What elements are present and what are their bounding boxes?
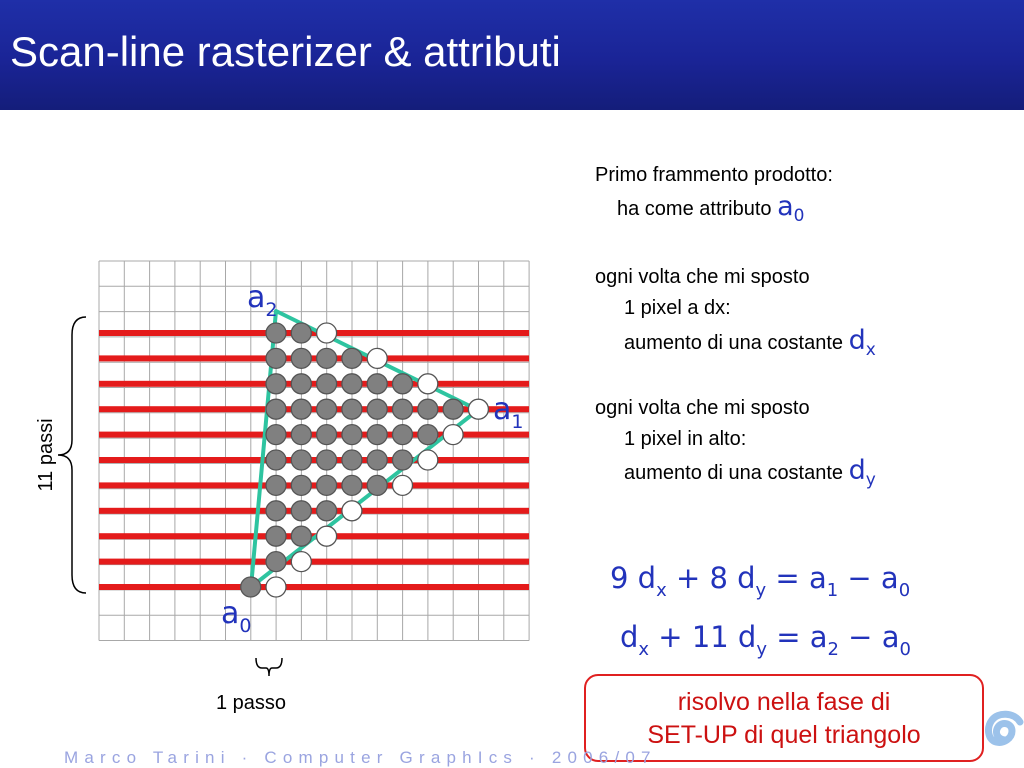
fragment-filled: [266, 374, 286, 394]
scanline: [99, 406, 529, 412]
fragment-filled: [291, 475, 311, 495]
fragment-filled: [317, 425, 337, 445]
fragment-filled: [291, 526, 311, 546]
fragment-filled: [317, 450, 337, 470]
explanation-line-2: ha come attributo $a_0$: [617, 191, 805, 226]
scanline: [99, 381, 529, 387]
setup-note-line-1: risolvo nella fase di: [677, 688, 891, 716]
vertex-label-a2: $a_2$: [247, 280, 278, 321]
scanline: [99, 508, 529, 514]
fragment-filled: [266, 399, 286, 419]
scanline: [99, 559, 529, 565]
fragment-filled: [266, 501, 286, 521]
fragment-empty: [393, 475, 413, 495]
one-step-brace: [256, 658, 282, 676]
fragment-filled: [291, 374, 311, 394]
fragment-filled: [291, 425, 311, 445]
fragment-empty: [266, 577, 286, 597]
fragment-filled: [266, 450, 286, 470]
equation-2: $d_x + 11$ $d_y = a_2 - a_0$: [620, 620, 911, 660]
explanation-line-1: Primo frammento prodotto:: [595, 164, 833, 186]
fragment-filled: [317, 501, 337, 521]
fragment-filled: [342, 450, 362, 470]
fragment-filled: [317, 475, 337, 495]
fragment-filled: [266, 475, 286, 495]
fragment-filled: [367, 399, 387, 419]
fragment-filled: [317, 348, 337, 368]
fragment-empty: [317, 323, 337, 343]
fragment-filled: [342, 399, 362, 419]
pixel-grid: [99, 261, 529, 641]
fragment-filled: [367, 450, 387, 470]
explanation-line-4: 1 pixel a dx:: [624, 297, 731, 319]
scanline: [99, 457, 529, 463]
fragment-filled: [418, 425, 438, 445]
explanation-line-7: 1 pixel in alto:: [624, 428, 747, 450]
fragment-filled: [291, 323, 311, 343]
fragment-filled: [393, 425, 413, 445]
page-title: Scan-line rasterizer & attributi: [10, 28, 561, 75]
fragment-filled: [443, 399, 463, 419]
fragment-filled: [291, 348, 311, 368]
vertex-label-a1: $a_1$: [493, 392, 524, 433]
fragment-filled: [367, 425, 387, 445]
fragment-empty: [468, 399, 488, 419]
scanlines: [99, 330, 529, 590]
scanline: [99, 482, 529, 488]
fragment-filled: [291, 450, 311, 470]
fragment-filled: [266, 552, 286, 572]
fragment-empty: [342, 501, 362, 521]
explanation-line-3: ogni volta che mi sposto: [595, 266, 810, 288]
spiral-logo-icon: [984, 700, 1024, 764]
fragment-empty: [291, 552, 311, 572]
fragment-filled: [393, 399, 413, 419]
fragment-filled: [291, 399, 311, 419]
fragment-empty: [367, 348, 387, 368]
fragment-empty: [418, 374, 438, 394]
fragment-empty: [317, 526, 337, 546]
fragment-filled: [266, 425, 286, 445]
fragment-filled: [393, 374, 413, 394]
fragment-empty: [443, 425, 463, 445]
fragment-filled: [266, 348, 286, 368]
steps-brace: [58, 317, 86, 593]
fragment-filled: [317, 374, 337, 394]
footer-credits: Marco Tarini · Computer GraphIcs · 2006/07: [64, 748, 657, 767]
fragment-empty: [418, 450, 438, 470]
fragment-filled: [418, 399, 438, 419]
fragment-filled: [317, 399, 337, 419]
scanline: [99, 584, 529, 590]
fragment-filled: [342, 348, 362, 368]
fragment-filled: [367, 475, 387, 495]
fragment-filled: [342, 475, 362, 495]
steps-label: 11 passi: [35, 418, 57, 492]
equation-1: 9 $d_x + 8$ $d_y = a_1 - a_0$: [610, 561, 911, 601]
setup-note-line-2: SET-UP di quel triangolo: [647, 721, 921, 749]
fragment-filled: [266, 526, 286, 546]
fragment-filled: [393, 450, 413, 470]
scanline: [99, 355, 529, 361]
fragment-filled: [266, 323, 286, 343]
fragment-filled: [342, 374, 362, 394]
explanation-line-5: aumento di una costante $d_x$: [624, 325, 876, 360]
triangle-outline: [251, 311, 478, 587]
fragment-filled: [241, 577, 261, 597]
explanation-line-8: aumento di una costante $d_y$: [624, 455, 876, 490]
scanline: [99, 432, 529, 438]
vertex-label-a0: $a_0$: [221, 596, 252, 637]
explanation-line-6: ogni volta che mi sposto: [595, 397, 810, 419]
fragment-filled: [291, 501, 311, 521]
one-step-label: 1 passo: [216, 692, 287, 714]
fragment-filled: [342, 425, 362, 445]
fragment-filled: [367, 374, 387, 394]
